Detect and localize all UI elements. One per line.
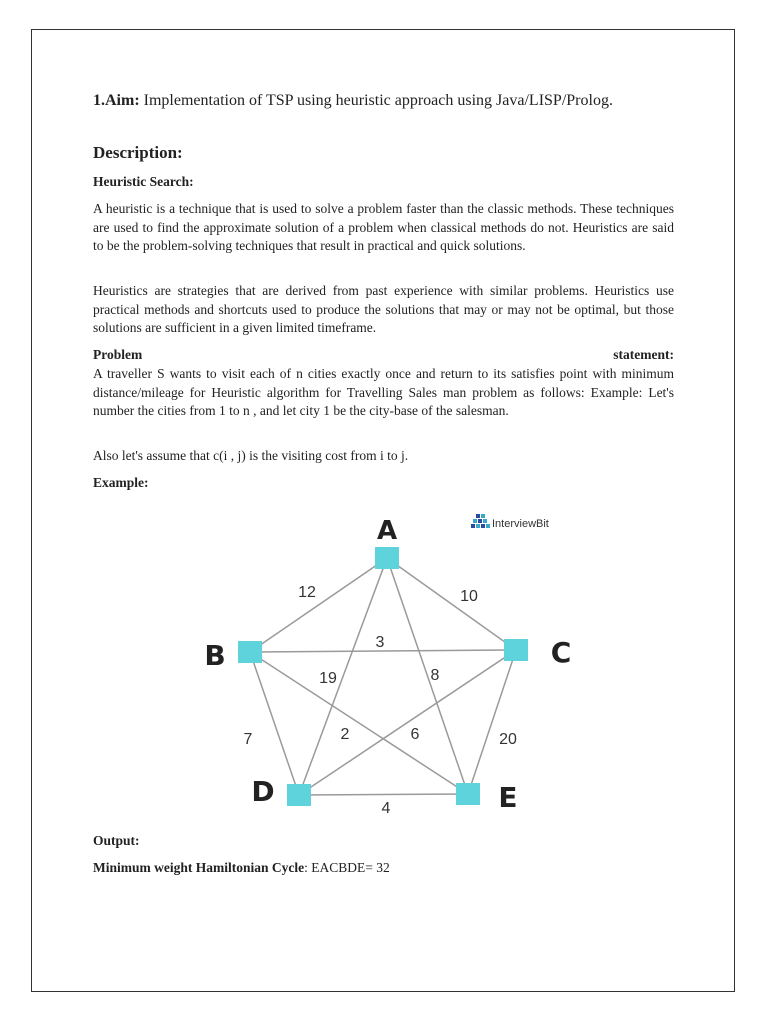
output-heading: Output: [93,833,140,848]
result-line [93,860,390,876]
node-label-d: D [251,775,275,808]
heuristic-search-heading: Heuristic Search: [93,174,194,189]
node-label-c: C [550,636,572,669]
example-heading: Example: [93,475,149,490]
tsp-graph [195,505,590,825]
node-a [375,547,399,569]
edge-weight-b-d: 7 [243,731,253,748]
result-label: Minimum weight Hamiltonian Cycle [93,860,305,875]
edge-weight-b-c: 3 [375,634,385,651]
aim-label: 1.Aim: [93,92,140,109]
edge-weight-c-d: 6 [410,726,420,743]
description-heading: Description: [93,143,183,162]
edge-a-e [387,558,468,794]
aim-text: Implementation of TSP using heuristic approach using Java/LISP/Prolog. [139,92,613,109]
graph-nodes [238,547,528,806]
node-label-e: E [498,781,518,814]
edge-a-b [250,558,387,652]
node-b [238,641,262,663]
problem-statement-heading [93,347,674,363]
edge-b-d [250,652,299,795]
node-label-a: A [376,516,398,546]
edge-a-c [387,558,516,650]
result-value: : EACBDE= 32 [304,860,390,875]
statement-label: statement: [613,347,674,362]
edge-weight-a-b: 12 [298,584,316,601]
node-label-b: B [204,639,226,672]
interviewbit-logo-icon [471,514,490,528]
graph-edge-weights [244,584,517,817]
edge-c-e [468,650,516,794]
cost-note: Also let's assume that c(i , j) is the visiting cost from i to j. [93,448,409,463]
heuristic-paragraph-1: A heuristic is a technique that is used to solve a problem faster than the classic methods. These techniques are used to find the approximate solution of a problem when classical methods do not. Heuristics are said to be the problem-solving techniques that result in practical and quick solutions. [93,201,674,253]
problem-label: Problem [93,347,143,362]
edge-weight-d-e: 4 [381,800,391,817]
edge-weight-a-d: 19 [319,670,337,687]
node-d [287,784,311,806]
edge-d-e [299,794,468,795]
edge-weight-c-e: 20 [499,731,517,748]
heuristic-paragraph-2: Heuristics are strategies that are derived from past experience with similar problems. Heuristics use practical methods and shortcuts used to produce the solutions that may or may not be optimal, but those solutions are sufficient in a given limited timeframe. [93,283,674,335]
node-c [504,639,528,661]
interviewbit-logo [471,514,549,530]
edge-weight-b-e: 2 [340,726,350,743]
edge-weight-a-e: 8 [430,667,440,684]
problem-statement-text: A traveller S wants to visit each of n cities exactly once and return to its satisfies point with minimum distance/mileage for Heuristic algorithm for Travelling Sales man problem as follows: Example: Let's number the cities from 1 to n , and let city 1 be the city-base of the salesman. [93,366,674,418]
aim-statement [93,90,613,111]
interviewbit-brand: InterviewBit [492,518,549,530]
node-e [456,783,480,805]
edge-weight-a-c: 10 [460,588,478,605]
